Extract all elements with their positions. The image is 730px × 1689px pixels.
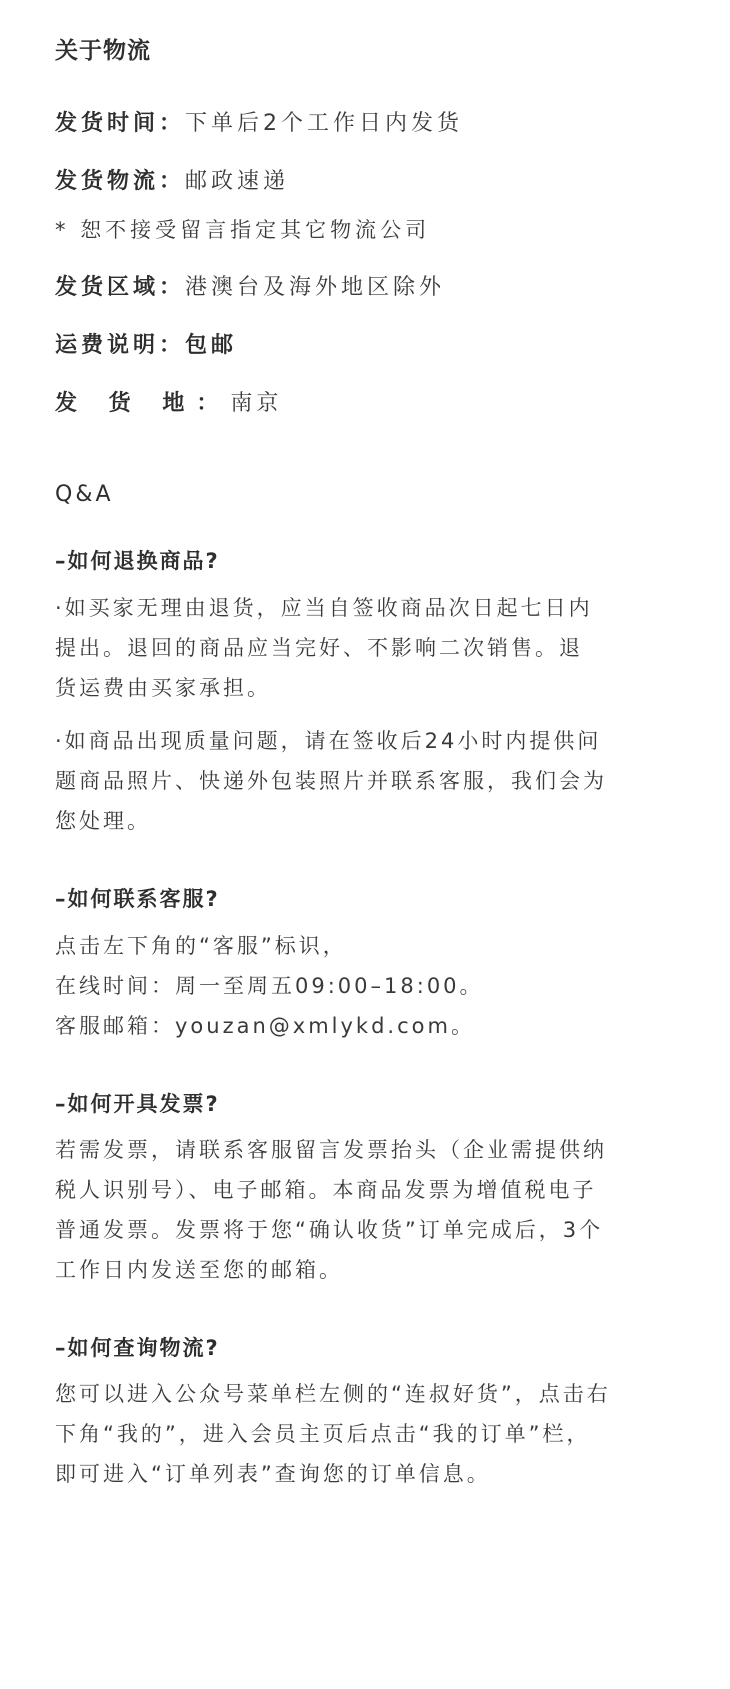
invoice-line-1: 若需发票，请联系客服留言发票抬头（企业需提供纳 [55,1138,607,1162]
return-para2-line-1: ·如商品出现质量问题，请在签收后24小时内提供问 [55,729,602,753]
shipping-fee-value: 包邮 [185,333,238,358]
ship-region-row [55,270,445,301]
ship-carrier-value: 邮政速递 [185,169,290,194]
return-para2-line-3: 您处理。 [55,809,151,833]
return-question: –如何退换商品? [55,549,220,573]
ship-carrier-label: 发货物流： [55,169,186,194]
ship-region-label: 发货区域： [55,275,186,300]
ship-time-value: 下单后2个工作日内发货 [185,111,464,136]
tracking-line-2: 下角“我的”，进入会员主页后点击“我的订单”栏， [55,1422,591,1446]
invoice-line-3: 普通发票。发票将于您“确认收货”订单完成后，3个 [55,1218,604,1242]
ship-origin-label: 发 货 地： [55,391,231,416]
service-line-1: 点击左下角的“客服”标识， [55,934,347,958]
return-para1-line-3: 货运费由买家承担。 [55,676,271,700]
ship-carrier-row [55,164,289,195]
logistics-heading: 关于物流 [55,38,151,64]
invoice-question: –如何开具发票? [55,1092,220,1116]
return-para1-line-1: ·如买家无理由退货，应当自签收商品次日起七日内 [55,596,593,620]
qa-title: Q&A [55,482,114,507]
tracking-question: –如何查询物流? [55,1336,220,1360]
service-email: 客服邮箱：youzan@xmlykd.com。 [55,1014,475,1038]
invoice-line-4: 工作日内发送至您的邮箱。 [55,1258,343,1282]
invoice-line-2: 税人识别号）、电子邮箱。本商品发票为增值税电子 [55,1178,597,1202]
ship-origin-row [55,386,282,417]
return-para2-line-2: 题商品照片、快递外包装照片并联系客服，我们会为 [55,769,607,793]
shipping-fee-label: 运费说明： [55,333,186,358]
ship-time-label: 发货时间： [55,111,186,136]
ship-region-value: 港澳台及海外地区除外 [185,275,446,300]
service-question: –如何联系客服? [55,887,220,911]
return-para1-line-2: 提出。退回的商品应当完好、不影响二次销售。退 [55,636,583,660]
tracking-line-1: 您可以进入公众号菜单栏左侧的“连叔好货”，点击右 [55,1382,611,1406]
shipping-fee-row [55,328,237,359]
ship-time-row [55,106,463,137]
ship-origin-value: 南京 [230,391,283,416]
carrier-note: * 恕不接受留言指定其它物流公司 [55,218,431,242]
service-hours: 在线时间：周一至周五09:00–18:00。 [55,974,484,998]
tracking-line-3: 即可进入“订单列表”查询您的订单信息。 [55,1462,491,1486]
